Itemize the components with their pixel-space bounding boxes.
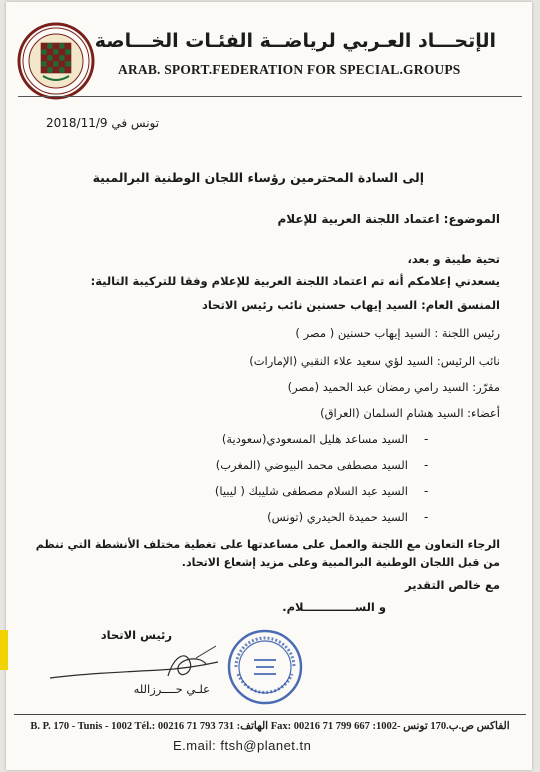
members-heading-line: أعضاء: السيد هشام السلمان (العراق) [320, 406, 500, 420]
request-line-1: الرجاء التعاون مع اللجنة والعمل على مساعدتها على تغطية مختلف الأنشطة التي تنظم [35, 538, 500, 551]
subject-line: الموضوع: اعتماد اللجنة العربية للإعلام [277, 212, 500, 226]
letterhead-title-arabic: الإتحـــاد العـربي لرياضــة الفئـات الخـــاصة [94, 30, 496, 52]
request-line-2: من قبل اللجان الوطنية البرالمبية وعلى مزيد إشعاع الاتحاد. [181, 556, 500, 569]
coordinator-line: المنسق العام: السيد إيهاب حسنين نائب رئيس الاتحاد [202, 298, 500, 312]
intro-line: يسعدني إعلامكم أنه تم اعتماد اللجنة العربية للإعلام وفقا للتركيبة التالية: [90, 274, 500, 288]
footer-email: E.mail: ftsh@planet.tn [173, 738, 312, 753]
rapporteur-line: مقرّر: السيد رامي رمضان عبد الحميد (مصر) [287, 380, 500, 394]
signatory-title: رئيس الاتحاد [100, 628, 172, 642]
footer-address: B. P. 170 - Tunis - 1002 Tél.: 00216 71 793 731 :الهاتف Fax: 00216 71 799 667 :الفاكس ص.ب.170 تونس -1002 [30, 721, 510, 732]
official-stamp-icon [226, 628, 304, 706]
letter-date: تونس في 2018/11/9 [46, 116, 160, 130]
footer-divider [14, 714, 526, 715]
binding-clip [0, 630, 8, 670]
header-divider [18, 96, 522, 97]
vice-chairman-line: نائب الرئيس: السيد لؤي سعيد علاء النقبي (الإمارات) [249, 354, 500, 368]
recipient-line: إلى السادة المحترمين رؤساء اللجان الوطنية البرالمبية [92, 170, 424, 185]
signatory-name: علـي حــــرزالله [133, 682, 210, 696]
federation-emblem-icon [17, 22, 95, 100]
greeting-line: تحية طيبة و بعد، [407, 252, 500, 266]
chairman-line: رئيس اللجنة : السيد إيهاب حسنين ( مصر ) [295, 326, 500, 340]
salutation-line: و الســـــــــــــلام. [282, 600, 386, 614]
letterhead-title-english: ARAB. SPORT.FEDERATION FOR SPECIAL.GROUPS [118, 62, 461, 77]
regards-line: مع خالص التقدير [405, 578, 500, 592]
